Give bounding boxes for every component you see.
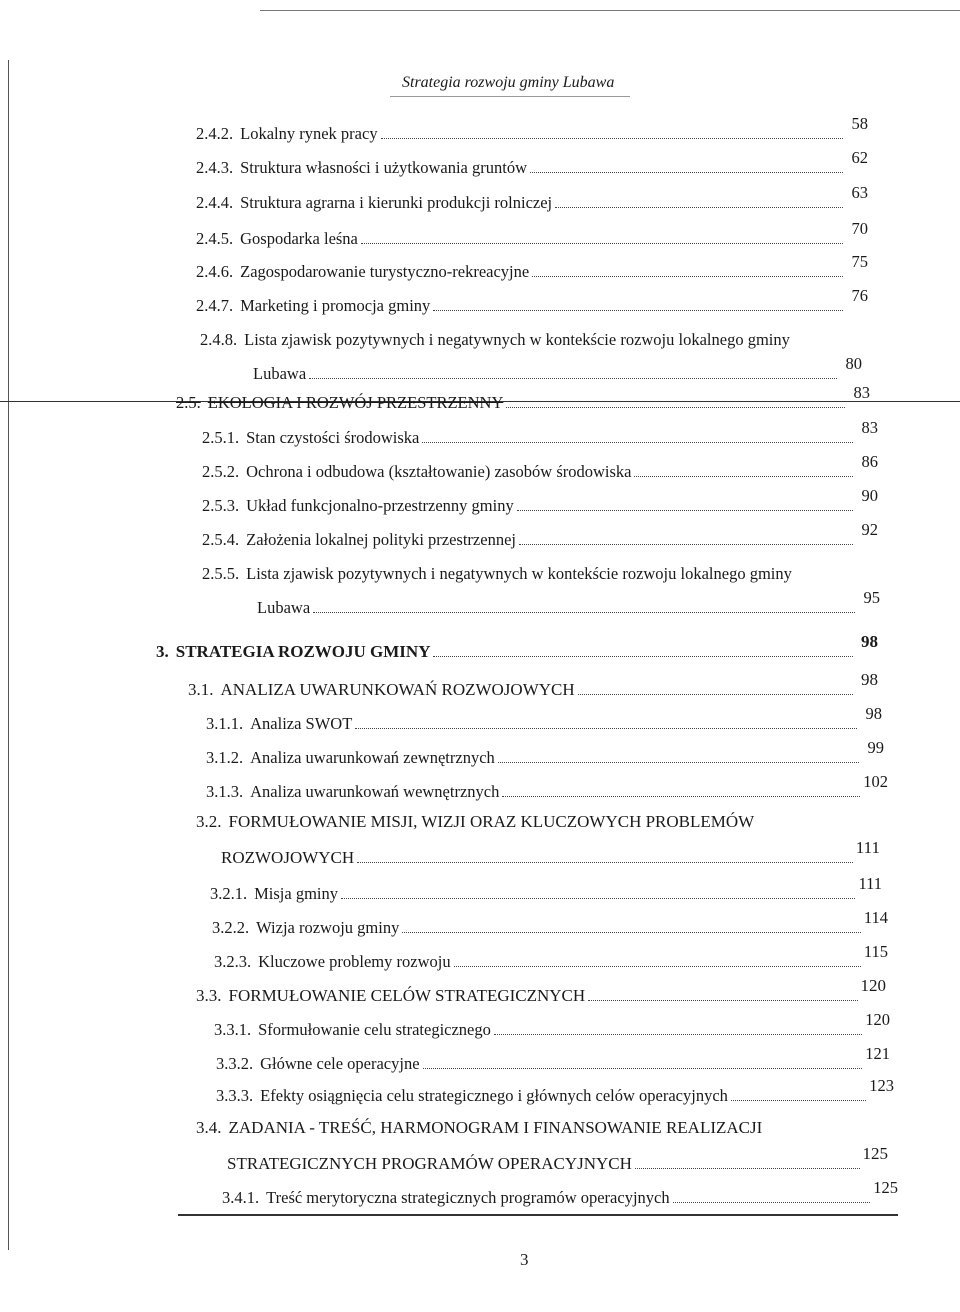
toc-entry — [206, 704, 882, 734]
toc-entry-title: FORMUŁOWANIE MISJI, WIZJI ORAZ KLUCZOWYCH PROBLEMÓW — [228, 812, 755, 831]
toc-entry-page: 92 — [861, 520, 878, 539]
toc-entry-number: 2.5.2. — [202, 462, 240, 481]
toc-entry-number: 3.2.2. — [212, 918, 250, 937]
toc-entry-page: 86 — [861, 452, 878, 471]
dot-leader — [433, 642, 853, 657]
dot-leader — [517, 496, 853, 511]
dot-leader — [433, 296, 843, 311]
toc-entry-page: 62 — [851, 148, 868, 167]
toc-entry-page: 63 — [851, 183, 868, 202]
dot-leader — [532, 262, 843, 277]
dot-leader — [381, 124, 843, 139]
header-rule — [390, 96, 630, 97]
toc-entry-title: Lista zjawisk pozytywnych i negatywnych w kontekście rozwoju lokalnego gminy — [244, 330, 790, 349]
footer-rule — [178, 1214, 898, 1216]
toc-entry — [176, 383, 870, 413]
toc-entry — [222, 1178, 898, 1208]
toc-entry-title: STRATEGICZNYCH PROGRAMÓW OPERACYJNYCH — [227, 1154, 632, 1173]
toc-entry-title: Sformułowanie celu strategicznego — [258, 1020, 491, 1039]
toc-entry-title: Analiza uwarunkowań wewnętrznych — [250, 782, 500, 801]
toc-entry — [200, 330, 880, 350]
toc-entry-number: 3.2.3. — [214, 952, 252, 971]
toc-entry — [196, 183, 868, 213]
scan-edge-line — [260, 10, 960, 11]
dot-leader — [341, 884, 855, 899]
toc-entry — [214, 1010, 890, 1040]
toc-entry-number: 2.4.7. — [196, 296, 234, 315]
dot-leader — [731, 1086, 866, 1101]
toc-entry — [196, 114, 868, 144]
dot-leader — [422, 428, 853, 443]
toc-entry — [202, 452, 878, 482]
dot-leader — [502, 782, 860, 797]
dot-leader — [588, 986, 857, 1001]
toc-entry-title: Analiza SWOT — [250, 714, 353, 733]
dot-leader — [506, 393, 845, 408]
dot-leader — [530, 158, 843, 173]
toc-entry-number: 2.4.5. — [196, 229, 234, 248]
dot-leader — [634, 462, 853, 477]
toc-entry-page: 80 — [845, 354, 862, 373]
toc-entry — [196, 252, 868, 282]
toc-entry-number: 3.3. — [196, 986, 222, 1005]
toc-entry — [202, 486, 878, 516]
running-header: Strategia rozwoju gminy Lubawa — [402, 74, 615, 91]
dot-leader — [498, 748, 859, 763]
toc-entry-page: 83 — [853, 383, 870, 402]
toc-entry-number: 3.3.1. — [214, 1020, 252, 1039]
toc-entry-number: 3.2.1. — [210, 884, 248, 903]
toc-entry — [188, 670, 878, 700]
toc-entry-title: Stan czystości środowiska — [246, 428, 420, 447]
toc-entry-number: 3.3.3. — [216, 1086, 254, 1105]
toc-entry-page: 114 — [863, 908, 888, 927]
toc-entry — [220, 1144, 888, 1174]
toc-entry — [156, 632, 878, 662]
toc-entry — [202, 418, 878, 448]
toc-entry-page: 99 — [867, 738, 884, 757]
toc-entry-title: Struktura własności i użytkowania gruntów — [240, 158, 527, 177]
toc-entry-page: 98 — [865, 704, 882, 723]
toc-entry-page: 120 — [865, 1010, 890, 1029]
toc-entry-page: 121 — [865, 1044, 890, 1063]
toc-entry-title: Lubawa — [257, 598, 311, 617]
toc-entry — [206, 772, 888, 802]
toc-entry-number: 3.1.2. — [206, 748, 244, 767]
dot-leader — [555, 193, 843, 208]
toc-entry-number: 3.1. — [188, 680, 214, 699]
toc-entry-page: 90 — [861, 486, 878, 505]
dot-leader — [494, 1020, 862, 1035]
dot-leader — [355, 714, 857, 729]
toc-entry-number: 2.4.4. — [196, 193, 234, 212]
toc-entry-title: Zagospodarowanie turystyczno-rekreacyjne — [240, 262, 530, 281]
dot-leader — [402, 918, 861, 933]
toc-entry — [214, 942, 888, 972]
dot-leader — [313, 598, 855, 613]
toc-entry-page: 102 — [863, 772, 888, 791]
toc-entry-page: 75 — [851, 252, 868, 271]
toc-entry-title: Lokalny rynek pracy — [240, 124, 378, 143]
toc-entry-title: Efekty osiągnięcia celu strategicznego i głównych celów operacyjnych — [260, 1086, 728, 1105]
toc-entry-title: Gospodarka leśna — [240, 229, 358, 248]
toc-entry-number: 2.4.3. — [196, 158, 234, 177]
toc-entry-number: 3.4.1. — [222, 1188, 260, 1207]
toc-entry — [216, 1076, 894, 1106]
toc-entry-title: Struktura agrarna i kierunki produkcji rolniczej — [240, 193, 553, 212]
toc-entry-title: Analiza uwarunkowań zewnętrznych — [250, 748, 495, 767]
toc-entry-title: Marketing i promocja gminy — [240, 296, 431, 315]
toc-entry — [210, 874, 882, 904]
toc-entry — [202, 520, 878, 550]
toc-entry-page: 120 — [860, 976, 886, 995]
toc-entry-title: Ochrona i odbudowa (kształtowanie) zasobów środowiska — [246, 462, 632, 481]
toc-entry — [212, 908, 888, 938]
toc-entry — [206, 738, 884, 768]
toc-entry-title: STRATEGIA ROZWOJU GMINY — [175, 642, 431, 661]
toc-entry-title: Układ funkcjonalno-przestrzenny gminy — [246, 496, 514, 515]
toc-entry — [196, 148, 868, 178]
toc-entry-page: 125 — [873, 1178, 898, 1197]
toc-entry-page: 111 — [858, 874, 882, 893]
dot-leader — [519, 530, 853, 545]
toc-entry-number: 3.2. — [196, 812, 222, 831]
dot-leader — [635, 1154, 860, 1169]
dot-leader — [578, 680, 853, 695]
toc-entry — [214, 838, 880, 868]
toc-entry — [216, 1044, 890, 1074]
toc-entry — [196, 286, 868, 316]
toc-entry-page: 123 — [869, 1076, 894, 1095]
toc-entry-page: 83 — [861, 418, 878, 437]
toc-entry-number: 2.5.1. — [202, 428, 240, 447]
dot-leader — [361, 229, 843, 244]
scan-left-edge — [8, 60, 9, 1250]
toc-entry-title: FORMUŁOWANIE CELÓW STRATEGICZNYCH — [228, 986, 586, 1005]
dot-leader — [454, 952, 861, 967]
toc-entry-title: ANALIZA UWARUNKOWAŃ ROZWOJOWYCH — [220, 680, 575, 699]
toc-entry — [196, 1118, 886, 1138]
toc-entry — [196, 219, 868, 249]
toc-entry-number: 2.4.8. — [200, 330, 238, 349]
toc-entry-page: 76 — [851, 286, 868, 305]
toc-entry-title: Misja gminy — [254, 884, 339, 903]
toc-entry — [196, 976, 886, 1006]
toc-entry-title: Główne cele operacyjne — [260, 1054, 420, 1073]
toc-entry-number: 3.1.1. — [206, 714, 244, 733]
toc-entry-page: 111 — [855, 838, 880, 857]
toc-entry-number: 2.5.4. — [202, 530, 240, 549]
toc-entry-title: Kluczowe problemy rozwoju — [258, 952, 451, 971]
dot-leader — [309, 364, 837, 379]
toc-entry-number: 2.5.5. — [202, 564, 240, 583]
toc-entry-page: 98 — [861, 670, 878, 689]
toc-entry-number: 2.4.6. — [196, 262, 234, 281]
toc-entry-page: 70 — [851, 219, 868, 238]
toc-entry-title: Lista zjawisk pozytywnych i negatywnych w kontekście rozwoju lokalnego gminy — [246, 564, 792, 583]
toc-entry-title: ZADANIA - TREŚĆ, HARMONOGRAM I FINANSOWANIE REALIZACJI — [228, 1118, 763, 1137]
toc-entry-number: 3.4. — [196, 1118, 222, 1137]
toc-entry-title: Treść merytoryczna strategicznych programów operacyjnych — [266, 1188, 670, 1207]
toc-entry-number: 3. — [156, 642, 169, 661]
toc-entry-title: Wizja rozwoju gminy — [256, 918, 400, 937]
toc-entry-title: Założenia lokalnej polityki przestrzennej — [246, 530, 516, 549]
toc-entry — [250, 588, 880, 618]
toc-entry-title: EKOLOGIA I ROZWÓJ PRZESTRZENNY — [207, 393, 504, 412]
toc-entry — [246, 354, 862, 384]
toc-entry-title: Lubawa — [253, 364, 307, 383]
page-number: 3 — [520, 1250, 529, 1269]
toc-entry — [202, 564, 882, 584]
toc-entry-number: 2.4.2. — [196, 124, 234, 143]
toc-entry-title: ROZWOJOWYCH — [221, 848, 355, 867]
toc-entry-number: 2.5.3. — [202, 496, 240, 515]
dot-leader — [357, 848, 853, 863]
toc-entry-page: 115 — [863, 942, 888, 961]
toc-entry-page: 95 — [863, 588, 880, 607]
toc-entry-number: 3.1.3. — [206, 782, 244, 801]
toc-entry — [196, 812, 886, 832]
dot-leader — [673, 1188, 871, 1203]
toc-entry-page: 58 — [851, 114, 868, 133]
toc-entry-number: 2.5. — [176, 393, 201, 412]
toc-entry-number: 3.3.2. — [216, 1054, 254, 1073]
toc-entry-page: 98 — [861, 632, 878, 651]
dot-leader — [423, 1054, 863, 1069]
toc-entry-page: 125 — [862, 1144, 888, 1163]
